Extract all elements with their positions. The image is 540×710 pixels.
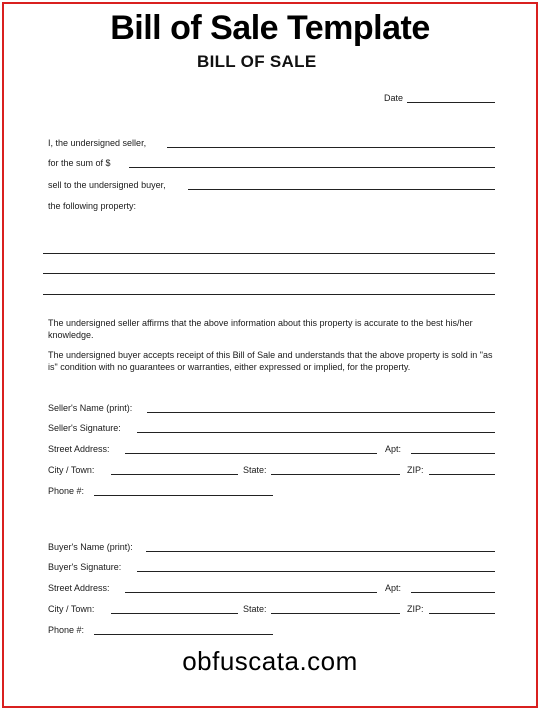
seller-city-field[interactable] [111, 474, 238, 475]
sum-label: for the sum of $ [48, 158, 111, 168]
seller-name-field[interactable] [147, 412, 495, 413]
seller-name-label: Seller's Name (print): [48, 403, 133, 413]
footer-watermark: obfuscata.com [182, 646, 358, 676]
seller-street-label: Street Address: [48, 444, 110, 454]
seller-signature-field[interactable] [137, 432, 495, 433]
buyer-street-label: Street Address: [48, 583, 110, 593]
buyer-name-label: Buyer's Name (print): [48, 542, 133, 552]
seller-apt-field[interactable] [411, 453, 495, 454]
seller-street-field[interactable] [125, 453, 377, 454]
buyer-acceptance-text: The undersigned buyer accepts receipt of this Bill of Sale and understands that the above property is sold in "as is" condition with no guarantees or warranties, either expressed or implied, for the property. [48, 350, 493, 372]
buyer-city-label: City / Town: [48, 604, 95, 614]
property-line[interactable] [43, 294, 495, 295]
buyer-undersigned-field[interactable] [188, 189, 495, 190]
date-field[interactable] [407, 102, 495, 103]
buyer-signature-label: Buyer's Signature: [48, 562, 122, 572]
seller-zip-field[interactable] [429, 474, 495, 475]
property-line[interactable] [43, 253, 495, 254]
buyer-zip-label: ZIP: [407, 604, 424, 614]
sell-to-label: sell to the undersigned buyer, [48, 180, 166, 190]
seller-undersigned-label: I, the undersigned seller, [48, 138, 147, 148]
buyer-street-field[interactable] [125, 592, 377, 593]
buyer-zip-field[interactable] [429, 613, 495, 614]
buyer-phone-label: Phone #: [48, 625, 85, 635]
seller-undersigned-field[interactable] [167, 147, 495, 148]
seller-phone-field[interactable] [94, 495, 273, 496]
buyer-apt-label: Apt: [385, 583, 402, 593]
property-line[interactable] [43, 273, 495, 274]
buyer-phone-field[interactable] [94, 634, 273, 635]
seller-signature-label: Seller's Signature: [48, 423, 121, 433]
banner-title: Bill of Sale Template [110, 9, 430, 47]
seller-zip-label: ZIP: [407, 465, 424, 475]
buyer-state-label: State: [243, 604, 267, 614]
date-label: Date [384, 93, 404, 103]
seller-affirmation-text: The undersigned seller affirms that the above information about this property is accurate to the best his/her knowledge. [48, 318, 473, 340]
buyer-city-field[interactable] [111, 613, 238, 614]
buyer-name-field[interactable] [146, 551, 495, 552]
property-label: the following property: [48, 201, 137, 211]
sum-field[interactable] [129, 167, 495, 168]
seller-state-label: State: [243, 465, 267, 475]
seller-phone-label: Phone #: [48, 486, 85, 496]
seller-city-label: City / Town: [48, 465, 95, 475]
seller-state-field[interactable] [271, 474, 400, 475]
buyer-signature-field[interactable] [137, 571, 495, 572]
form-title: BILL OF SALE [197, 52, 317, 71]
buyer-state-field[interactable] [271, 613, 400, 614]
buyer-apt-field[interactable] [411, 592, 495, 593]
seller-apt-label: Apt: [385, 444, 402, 454]
